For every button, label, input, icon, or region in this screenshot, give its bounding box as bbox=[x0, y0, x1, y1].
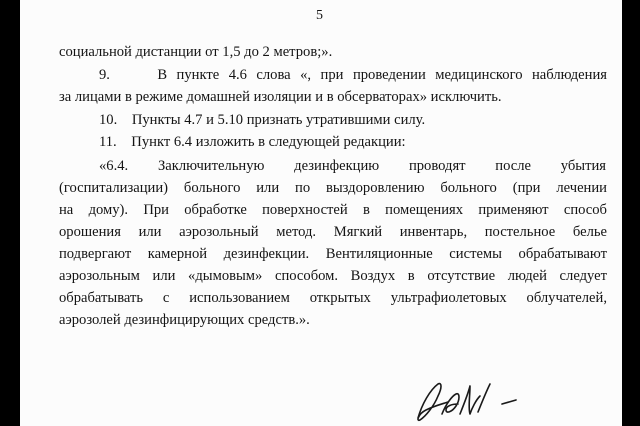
quote-line-4: орошения или аэрозольный метод. Мягкий инвентарь, постельное белье bbox=[59, 224, 607, 240]
quote-line-3: на дому). При обработке поверхностей в помещениях применяют способ bbox=[59, 202, 607, 218]
paragraph-10: 10. Пункты 4.7 и 5.10 признать утратившими силу. bbox=[99, 112, 426, 128]
document-page bbox=[20, 0, 622, 426]
quote-line-1: «6.4. Заключительную дезинфекцию проводят после убытия bbox=[99, 158, 606, 174]
quote-line-8: аэрозолей дезинфицирующих средств.». bbox=[59, 312, 310, 328]
signature-icon bbox=[412, 374, 522, 426]
quote-line-7: обрабатывать с использованием открытых ультрафиолетовых облучателей, bbox=[59, 290, 607, 306]
paragraph-line: социальной дистанции от 1,5 до 2 метров;». bbox=[59, 44, 333, 60]
paragraph-11: 11. Пункт 6.4 изложить в следующей редакции: bbox=[99, 134, 406, 150]
quote-line-2: (госпитализации) больного или по выздоровлению больного (при лечении bbox=[59, 180, 607, 196]
page-number: 5 bbox=[316, 8, 323, 23]
paragraph-9-line-1: 9. В пункте 4.6 слова «, при проведении медицинского наблюдения bbox=[99, 67, 607, 83]
quote-line-5: подвергают камерной дезинфекции. Вентиляционные системы обрабатывают bbox=[59, 246, 607, 262]
paragraph-9-line-2: за лицами в режиме домашней изоляции и в обсерваторах» исключить. bbox=[59, 89, 502, 105]
quote-line-6: аэрозольным или «дымовым» способом. Воздух в отсутствие людей следует bbox=[59, 268, 607, 284]
